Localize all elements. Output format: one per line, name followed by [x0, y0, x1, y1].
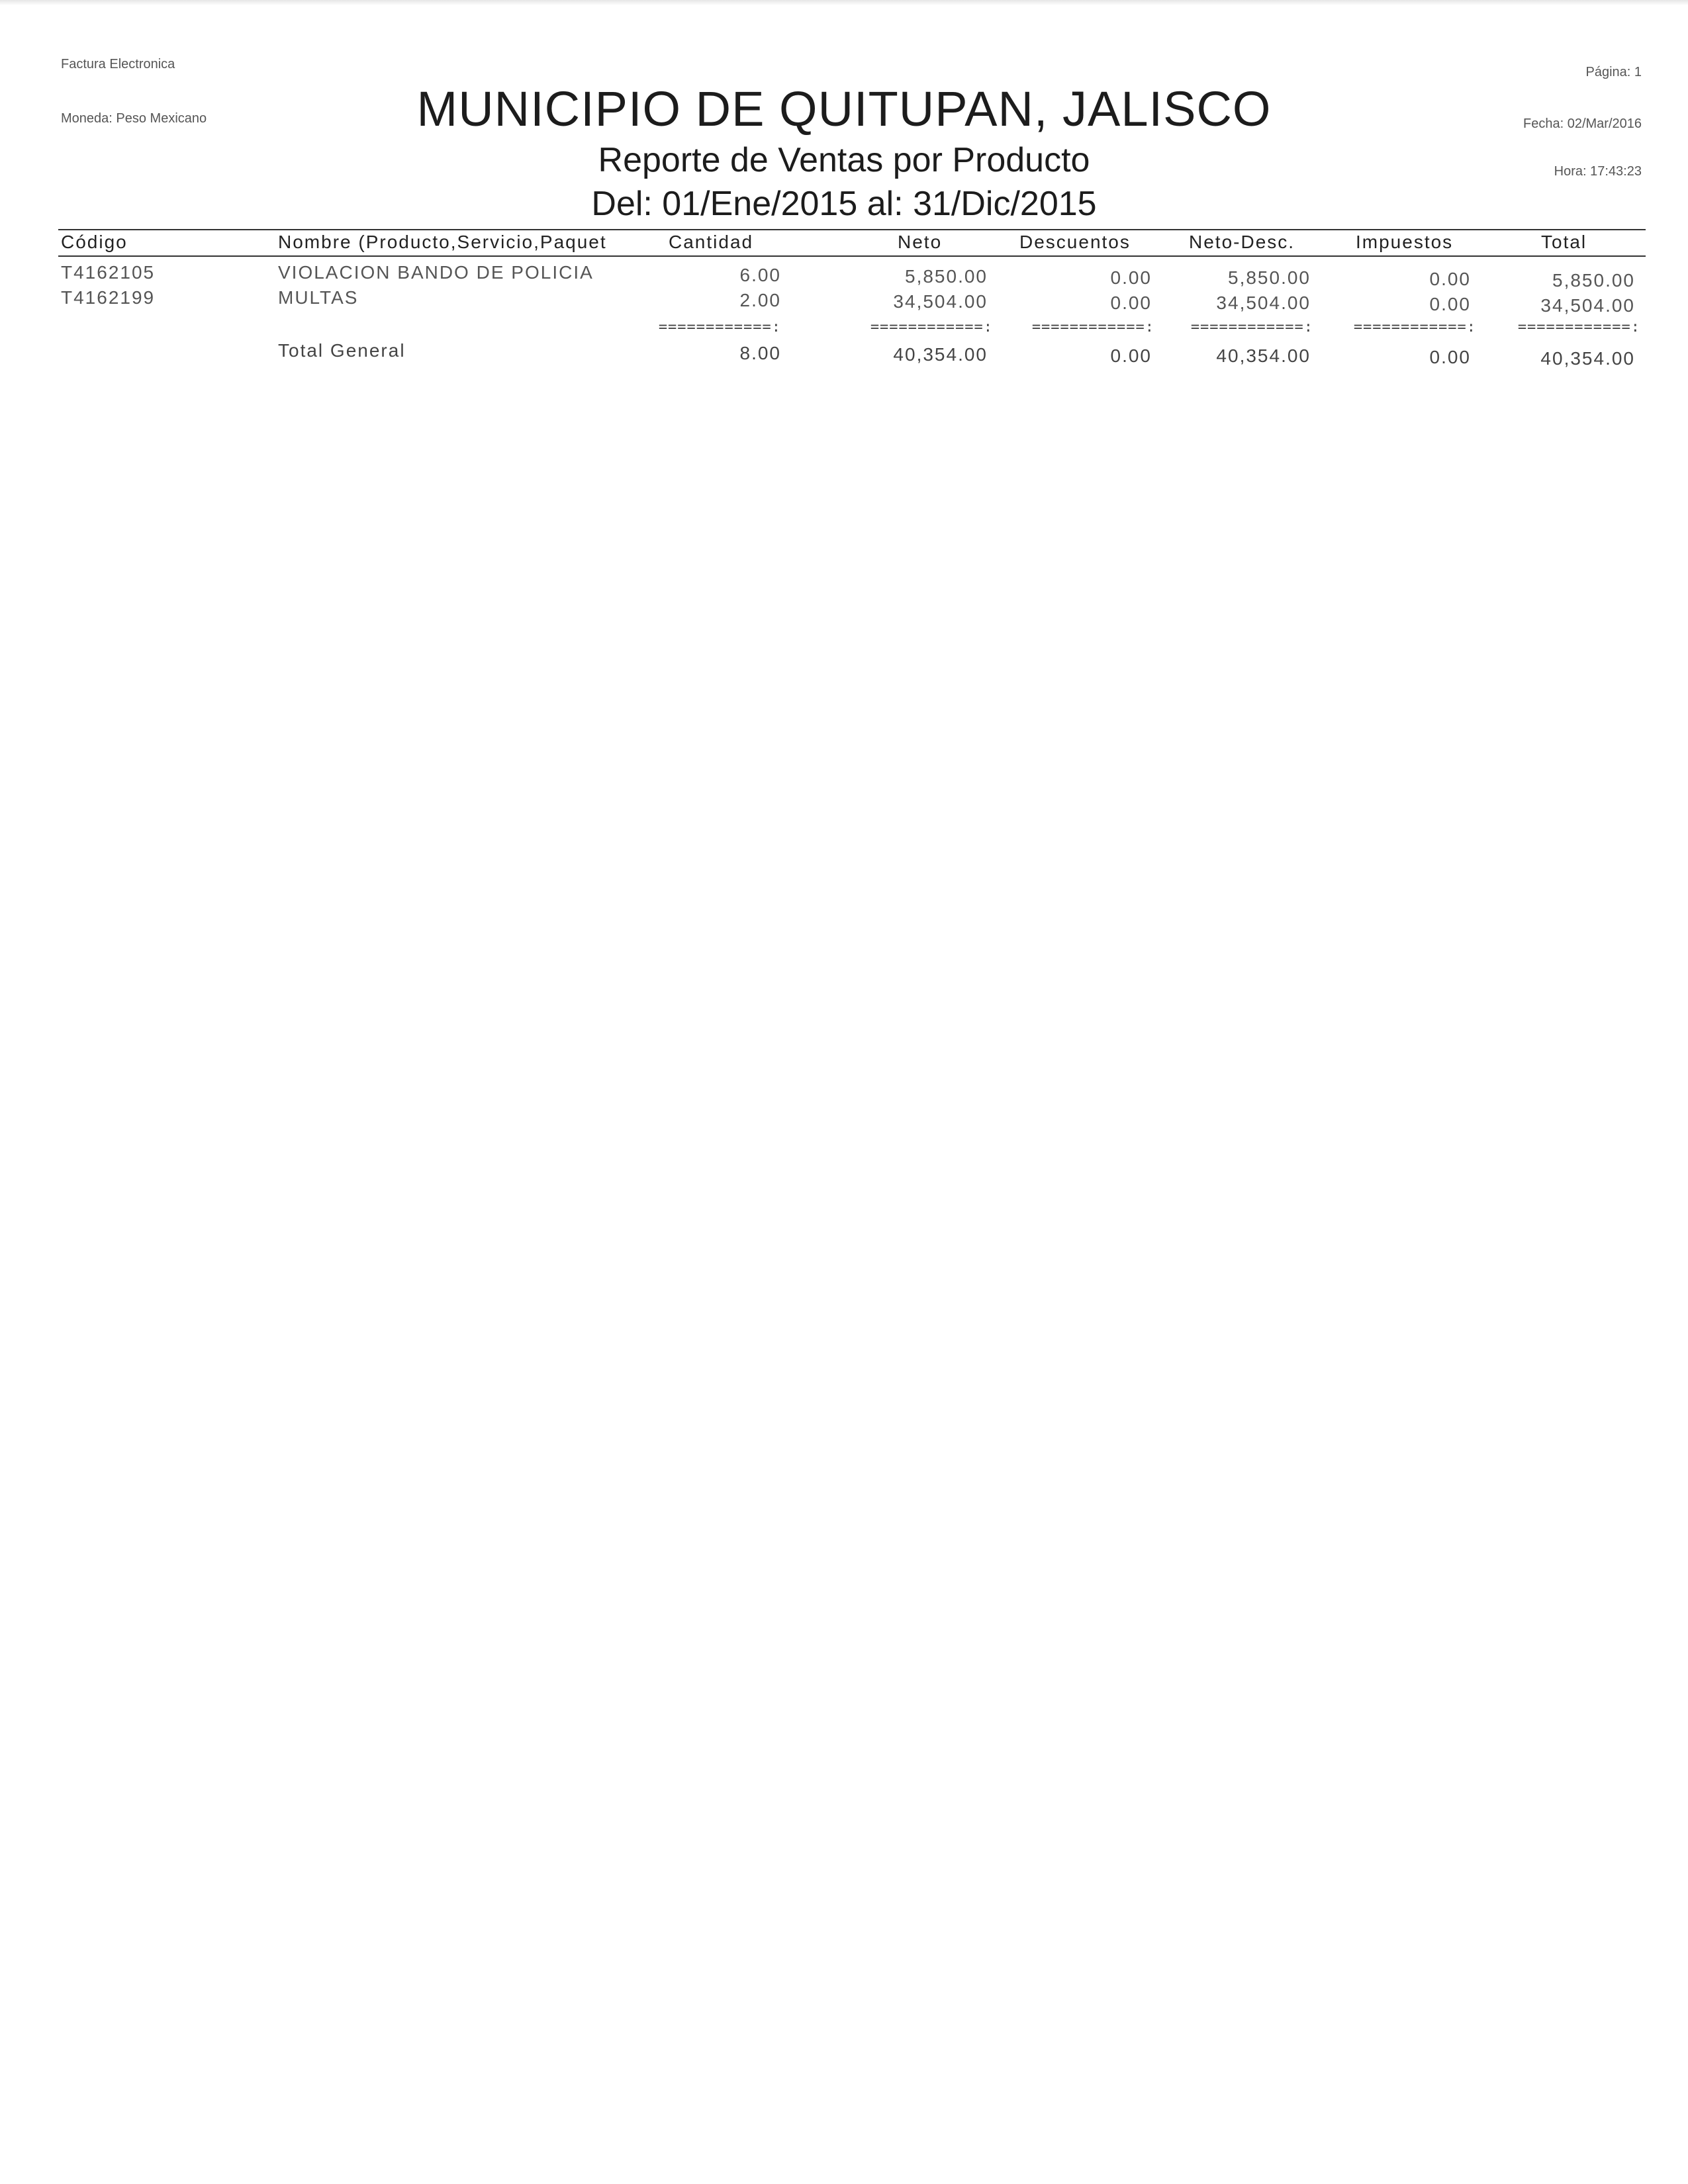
row-descuentos: 0.00 [1110, 267, 1152, 288]
report-date-range: Del: 01/Ene/2015 al: 31/Dic/2015 [591, 185, 1097, 223]
row-codigo: T4162199 [61, 287, 156, 308]
total-total: 40,354.00 [1540, 348, 1635, 369]
row-cantidad: 6.00 [739, 265, 781, 285]
row-descuentos: 0.00 [1110, 293, 1152, 313]
total-label: Total General [278, 340, 406, 361]
total-separator: ============: [870, 319, 993, 336]
total-separator: ============: [1031, 319, 1154, 336]
column-header-neto: Neto [898, 232, 943, 252]
row-total: 34,504.00 [1540, 295, 1635, 316]
total-impuestos: 0.00 [1429, 347, 1471, 367]
total-separator: ============: [1190, 319, 1313, 336]
total-separator: ============: [1517, 319, 1640, 336]
pagina-label: Página: 1 [1585, 65, 1642, 79]
total-descuentos: 0.00 [1110, 345, 1152, 366]
column-header-total: Total [1541, 232, 1587, 252]
total-cantidad: 8.00 [739, 343, 781, 363]
column-header-nombre: Nombre (Producto,Servicio,Paquet [278, 232, 607, 252]
column-header-descuentos: Descuentos [1019, 232, 1131, 252]
scan-edge [0, 0, 1688, 5]
fecha-label: Fecha: 02/Mar/2016 [1523, 116, 1642, 131]
total-separator: ============: [1353, 319, 1476, 336]
hora-label: Hora: 17:43:23 [1554, 164, 1642, 179]
total-neto-desc: 40,354.00 [1216, 345, 1311, 366]
column-header-neto-desc: Neto-Desc. [1189, 232, 1295, 252]
total-neto: 40,354.00 [893, 344, 988, 365]
header-top-rule [58, 229, 1646, 230]
row-neto: 5,850.00 [905, 266, 988, 287]
column-header-codigo: Código [61, 232, 128, 252]
factura-label: Factura Electronica [61, 57, 175, 71]
row-neto: 34,504.00 [893, 291, 988, 312]
row-impuestos: 0.00 [1429, 294, 1471, 314]
row-nombre: MULTAS [278, 287, 359, 308]
row-neto-desc: 34,504.00 [1216, 293, 1311, 313]
report-title: MUNICIPIO DE QUITUPAN, JALISCO [416, 81, 1272, 136]
report-subtitle: Reporte de Ventas por Producto [598, 141, 1090, 179]
column-header-impuestos: Impuestos [1356, 232, 1454, 252]
row-total: 5,850.00 [1552, 270, 1635, 291]
column-header-cantidad: Cantidad [669, 232, 754, 252]
row-nombre: VIOLACION BANDO DE POLICIA [278, 262, 594, 283]
row-codigo: T4162105 [61, 262, 156, 283]
row-neto-desc: 5,850.00 [1228, 267, 1311, 288]
moneda-label: Moneda: Peso Mexicano [61, 111, 207, 126]
row-cantidad: 2.00 [739, 290, 781, 310]
total-separator: ============: [658, 319, 781, 336]
header-bottom-rule [58, 255, 1646, 257]
row-impuestos: 0.00 [1429, 269, 1471, 289]
